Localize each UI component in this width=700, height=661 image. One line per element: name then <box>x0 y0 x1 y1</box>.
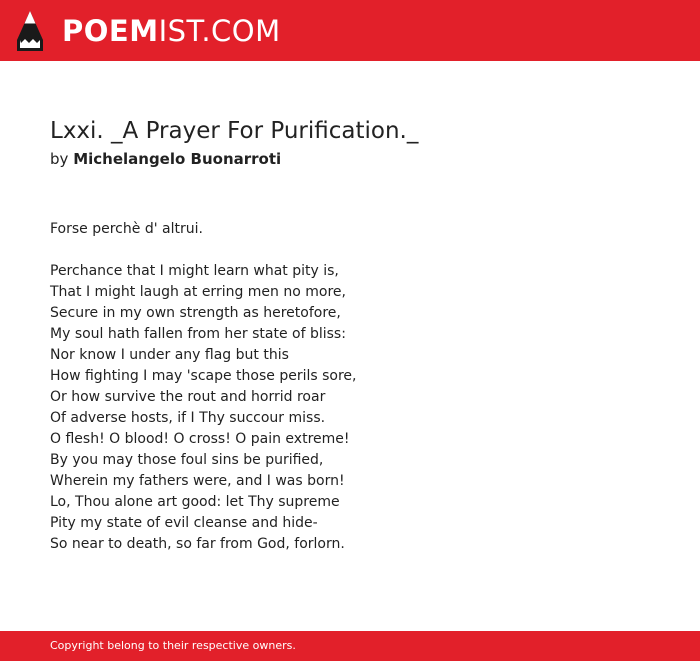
poem-title: Lxxi. _A Prayer For Purification._ <box>50 118 419 144</box>
site-header <box>0 0 700 61</box>
poem-line: Nor know I under any flag but this <box>50 347 289 363</box>
poem-line: My soul hath fallen from her state of bliss: <box>50 326 346 342</box>
poem-line: Wherein my fathers were, and I was born! <box>50 473 345 489</box>
poem-line: Or how survive the rout and horrid roar <box>50 389 326 405</box>
poem-line: How fighting I may 'scape those perils sore, <box>50 368 357 384</box>
site-logo-text <box>62 10 281 52</box>
poem-line: Lo, Thou alone art good: let Thy supreme <box>50 494 340 510</box>
poem-line: Perchance that I might learn what pity is, <box>50 263 339 279</box>
poem-line: Secure in my own strength as heretofore, <box>50 305 341 321</box>
poem-line: By you may those foul sins be purified, <box>50 452 324 468</box>
site-footer <box>0 631 700 661</box>
poem-line: That I might laugh at erring men no more, <box>50 284 346 300</box>
pencil-icon <box>16 10 44 52</box>
logo-text-bold: POEM <box>62 14 159 48</box>
poem-line: So near to death, so far from God, forlorn. <box>50 536 345 552</box>
poem-body <box>50 219 357 555</box>
logo-text-light: IST.COM <box>158 14 281 48</box>
poem-line: Of adverse hosts, if I Thy succour miss. <box>50 410 326 426</box>
poem-line: Pity my state of evil cleanse and hide- <box>50 515 318 531</box>
stanza-gap <box>50 240 357 261</box>
by-label: by <box>50 150 69 168</box>
poem-epigraph: Forse perchè d' altrui. <box>50 221 203 237</box>
poem-line: O flesh! O blood! O cross! O pain extreme! <box>50 431 350 447</box>
copyright-text: Copyright belong to their respective owners. <box>50 639 296 652</box>
author-link[interactable]: Michelangelo Buonarroti <box>73 150 282 168</box>
site-logo-link[interactable] <box>16 10 281 52</box>
poem-byline <box>50 149 281 169</box>
